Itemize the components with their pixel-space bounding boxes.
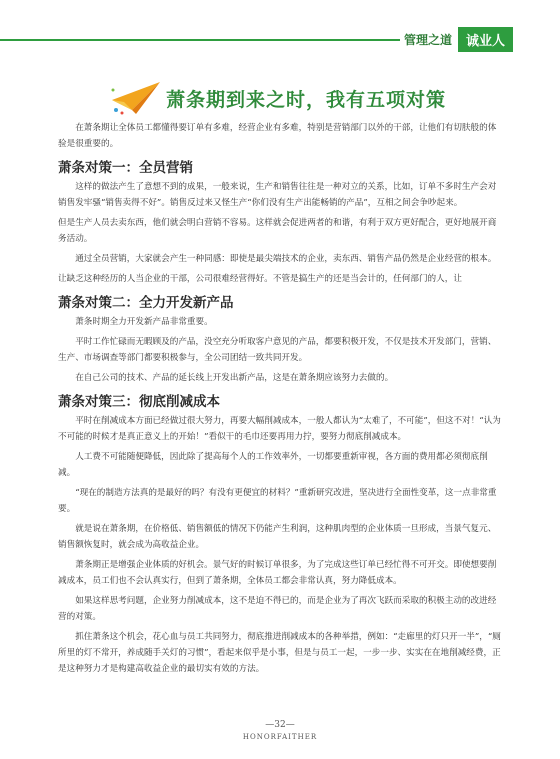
paragraph: 通过全员营销，大家就会产生一种同感：即使是最尖端技术的企业，卖东西、销售产品仍然是企业经营的根本。 <box>75 254 497 264</box>
paragraph: 这样的做法产生了意想不到的成果，一般来说，生产和销售往往是一种对立的关系，比如，订单不多时生产会对销售发牢骚“销售卖得不好”。销售反过来又怪生产“你们没有生产出能畅销的产品”，互相之间会争吵起来。 <box>58 182 497 208</box>
paragraph: 但是生产人员去卖东西，他们就会明白营销不容易。这样就会促进两者的和谐，有利于双方更好配合，更好地展开商务活动。 <box>58 218 497 244</box>
paragraph: 在自己公司的技术、产品的延长线上开发出新产品，这是在萧条期应该努力去做的。 <box>75 373 394 383</box>
page-header <box>398 27 513 52</box>
header-brand-badge: 诚业人 <box>458 27 513 52</box>
paragraph: 萧条时期全力开发新产品非常重要。 <box>75 317 213 327</box>
section-heading-1: 萧条对策一：全员营销 <box>58 160 193 176</box>
article-title: 萧条期到来之时，我有五项对策 <box>166 88 447 111</box>
paragraph: 平时在削减成本方面已经做过很大努力，再要大幅削减成本，一般人都认为“太难了，不可能”，但这不对！“认为不可能的时候才是真正意义上的开始！”看似干的毛巾还要再用力拧，要努力彻底削减成本。 <box>58 416 501 442</box>
footer-brand: HONORFAITHER <box>242 733 318 741</box>
paragraph: 萧条期正是增强企业体质的好机会。景气好的时候订单很多，为了完成这些订单已经忙得不可开交。即使想要削减成本，员工们也不会认真实行，但到了萧条期，全体员工都会非常认真，努力降低成本。 <box>58 560 497 586</box>
section-heading-2: 萧条对策二：全力开发新产品 <box>58 295 234 311</box>
intro-paragraph: 在萧条期让全体员工都懂得要订单有多难，经营企业有多难，特别是营销部门以外的干部，让他们有切肤般的体验是很重要的。 <box>58 123 497 149</box>
article-body <box>58 120 503 681</box>
paragraph: 如果这样思考问题，企业努力削减成本，这不是迫不得已的，而是企业为了再次飞跃而采取的积极主动的改进经营的对策。 <box>58 596 497 622</box>
header-section-label: 管理之道 <box>404 33 453 47</box>
section-heading-3: 萧条对策三：彻底削减成本 <box>58 394 220 410</box>
paragraph: “现在的制造方法真的是最好的吗？有没有更便宜的材料？”重新研究改进，坚决进行全面性变革，这一点非常重要。 <box>58 488 497 514</box>
page-number: —32— <box>265 720 295 730</box>
paragraph: 就是说在萧条期，在价格低、销售额低的情况下仍能产生利润，这种肌肉型的企业体质一旦形成，当景气复元、销售额恢复时，就会成为高收益企业。 <box>58 524 497 550</box>
article-title-block <box>110 80 446 116</box>
header-rule <box>0 39 400 41</box>
paragraph: 人工费不可能随便降低，因此除了提高每个人的工作效率外，一切都要重新审视，各方面的费用都必须彻底削减。 <box>58 452 488 478</box>
paper-plane-icon <box>110 80 162 116</box>
paragraph: 平时工作忙碌而无暇顾及的产品，没空充分听取客户意见的产品，都要积极开发，不仅是技术开发部门，营销、生产、市场调查等部门都要积极参与，全公司团结一致共同开发。 <box>58 337 497 363</box>
paragraph: 让缺乏这种经历的人当企业的干部，公司很难经营得好。不管是搞生产的还是当会计的，任何部门的人，让 <box>58 274 462 284</box>
paragraph: 抓住萧条这个机会，花心血与员工共同努力，彻底推进削减成本的各种举措，例如：“走廊里的灯只开一半”，“厕所里的灯不常开，养成随手关灯的习惯”，看起来似乎是小事，但是与员工一起，一步一步、实实在在地削减经费，正是这种努力才是构建高收益企业的最切实有效的方法。 <box>58 632 501 674</box>
